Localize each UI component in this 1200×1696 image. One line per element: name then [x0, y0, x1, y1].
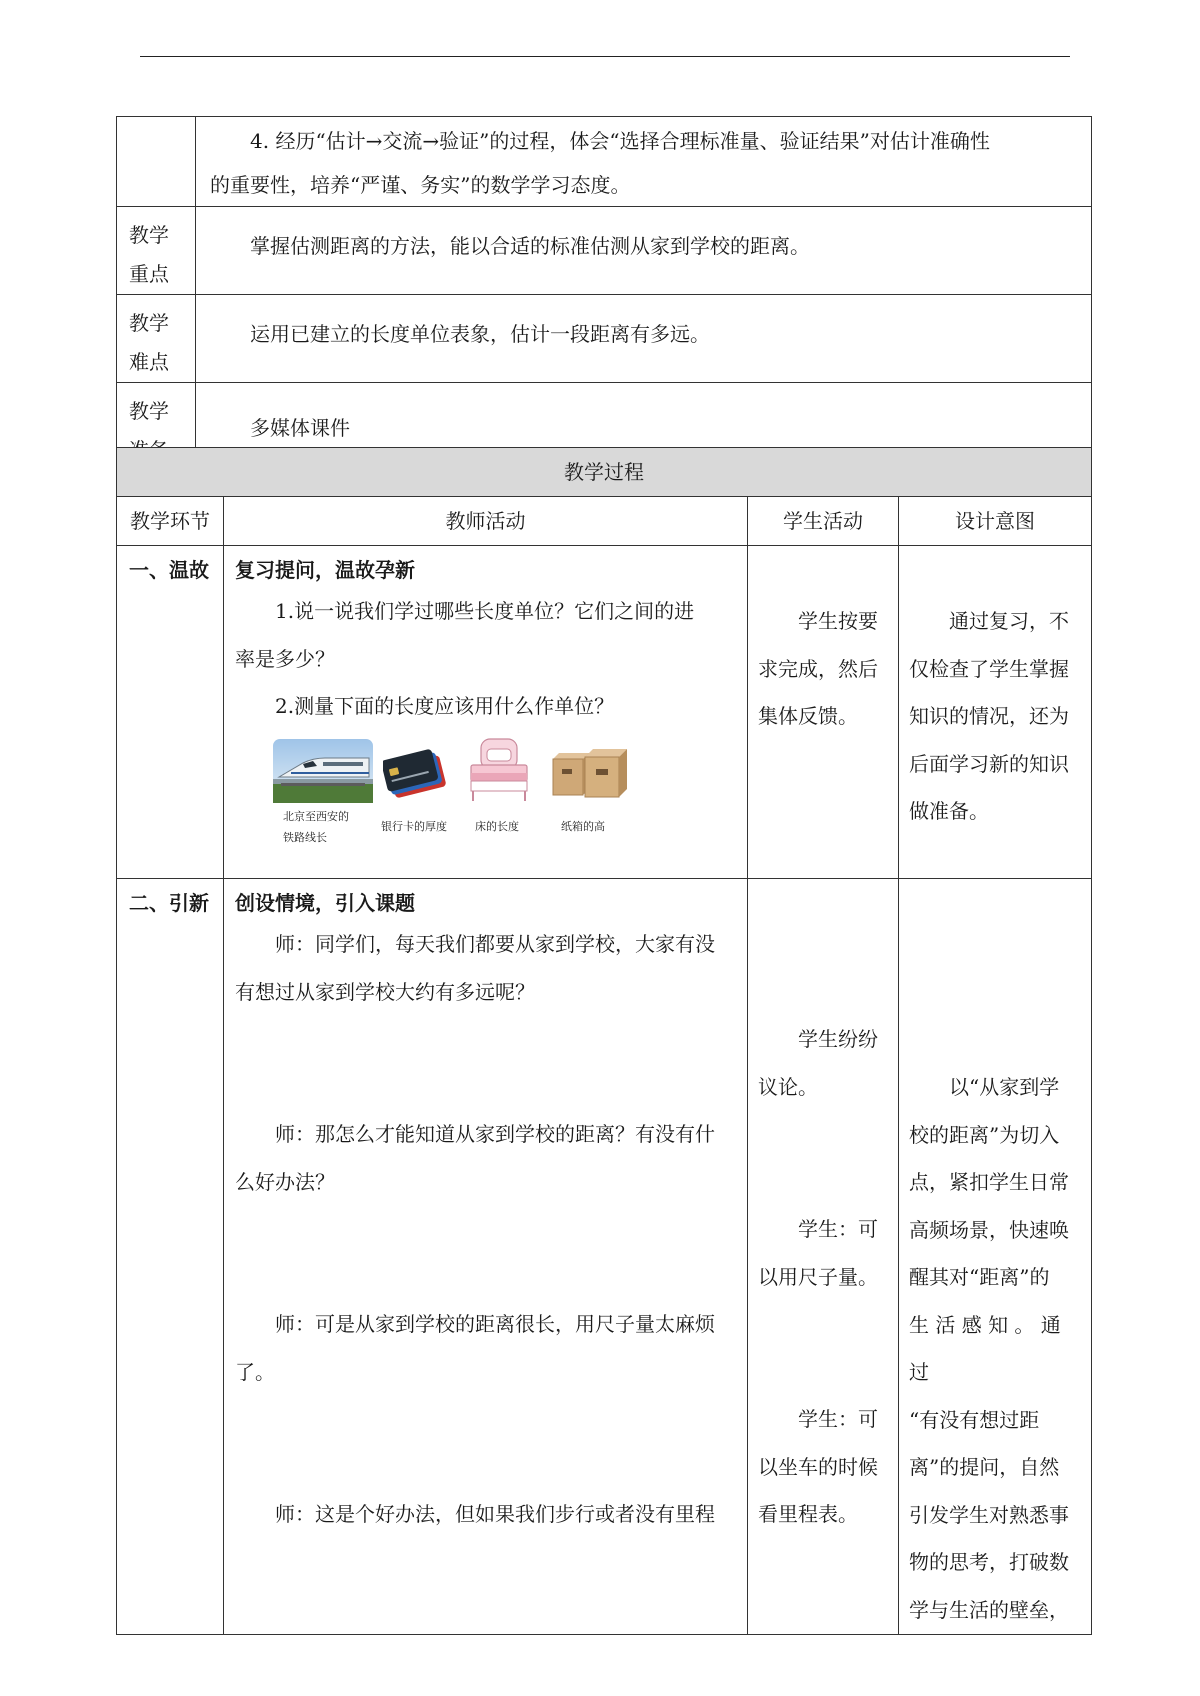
review-q1-line1: 1.说一说我们学过哪些长度单位？它们之间的进 — [275, 599, 695, 623]
student-intro-s3-line3: 看里程表。 — [758, 1502, 858, 1526]
key-point-text: 掌握估测距离的方法，能以合适的标准估测从家到学校的距离。 — [250, 234, 810, 258]
intent-intro-line4: 高频场景，快速唤 — [909, 1217, 1069, 1242]
section-review-row — [117, 546, 1092, 879]
intent-intro-line9: 引发学生对熟悉事 — [909, 1502, 1069, 1527]
intent-intro-line3: 点，紧扣学生日常 — [909, 1170, 1069, 1194]
bed-picture — [467, 737, 531, 803]
student-intro-s2-line1: 学生：可 — [798, 1217, 878, 1241]
intent-review-line4: 后面学习新的知识 — [909, 751, 1069, 776]
teacher-intro-cell — [224, 879, 748, 1635]
intent-intro-line11: 学与生活的壁垒， — [909, 1597, 1069, 1622]
objective-row — [117, 117, 1092, 207]
review-title: 复习提问，温故孕新 — [235, 558, 415, 582]
intro-t1-line2: 有想过从家到学校大约有多远呢？ — [235, 979, 535, 1004]
teacher-review-cell — [224, 546, 748, 879]
key-point-label: 教学 重点 — [117, 207, 196, 295]
intent-intro-cell — [899, 879, 1092, 1635]
intro-t2-line1: 师：那怎么才能知道从家到学校的距离？有没有什 — [275, 1122, 715, 1146]
bank-card-picture — [383, 745, 449, 803]
intent-intro-line8: 离”的提问，自然 — [909, 1455, 1060, 1479]
measurement-pictures — [235, 739, 737, 861]
intro-t3-line2: 了。 — [235, 1359, 275, 1384]
objective-4-line2: 的重要性，培养“严谨、务实”的数学学习态度。 — [210, 173, 631, 197]
objective-cell — [196, 117, 1092, 207]
intent-intro-line2: 校的距离”为切入 — [909, 1122, 1060, 1147]
caption-railway-1: 北京至西安的 — [283, 809, 349, 823]
intent-intro-line7: “有没有想过距 — [909, 1407, 1040, 1432]
intent-intro-line10: 物的思考，打破数 — [909, 1550, 1069, 1574]
review-q1-line2: 率是多少？ — [235, 646, 335, 671]
intro-title: 创设情境，引入课题 — [235, 891, 415, 915]
intro-t3-line1: 师：可是从家到学校的距离很长，用尺子量太麻烦 — [275, 1312, 715, 1336]
student-intro-s2-line2: 以用尺子量。 — [758, 1264, 878, 1289]
objective-label-cell — [117, 117, 196, 207]
intro-t1-line1: 师：同学们，每天我们都要从家到学校，大家有没 — [275, 932, 715, 956]
caption-bed: 床的长度 — [475, 819, 519, 833]
preparation-label: 教学 — [117, 383, 196, 471]
student-review-line1: 学生按要 — [798, 609, 878, 633]
student-intro-cell — [748, 879, 899, 1635]
student-review-line2: 求完成，然后 — [758, 656, 878, 681]
header-intent: 设计意图 — [899, 497, 1092, 546]
intent-intro-line6: 生 活 感 知 。 通 过 — [909, 1312, 1061, 1384]
intent-intro-line5: 醒其对“距离”的 — [909, 1265, 1050, 1289]
objective-4-line1: 4. 经历“估计→交流→验证”的过程，体会“选择合理标准量、验证结果”对估计准确性 — [250, 129, 990, 153]
stage-review: 一、温故 — [117, 546, 224, 879]
caption-railway-2: 铁路线长 — [283, 830, 327, 844]
student-review-line3: 集体反馈。 — [758, 704, 858, 728]
caption-bank-card: 银行卡的厚度 — [381, 819, 447, 833]
lesson-info-table — [116, 116, 1092, 471]
process-banner: 教学过程 — [117, 448, 1092, 497]
section-intro-row — [117, 879, 1092, 1635]
header-student: 学生活动 — [748, 497, 899, 546]
student-intro-s3-line1: 学生：可 — [798, 1407, 878, 1431]
process-banner-row — [117, 448, 1092, 497]
intent-review-line1: 通过复习，不 — [949, 609, 1069, 633]
cardboard-box-picture — [549, 745, 633, 803]
intro-t4-line1: 师：这是个好办法，但如果我们步行或者没有里程 — [275, 1502, 715, 1526]
difficulty-label: 教学 难点 — [117, 295, 196, 383]
student-intro-s1-line2: 议论。 — [758, 1074, 818, 1099]
process-header-row — [117, 497, 1092, 546]
preparation-text: 多媒体课件 — [250, 416, 350, 440]
intent-review-line3: 知识的情况，还为 — [909, 704, 1069, 728]
teaching-process-table — [116, 447, 1092, 1635]
intent-intro-line1: 以“从家到学 — [949, 1075, 1060, 1099]
intro-t2-line2: 么好办法？ — [235, 1169, 335, 1194]
difficulty-text: 运用已建立的长度单位表象，估计一段距离有多远。 — [250, 322, 710, 346]
review-q2: 2.测量下面的长度应该用什么作单位？ — [275, 694, 615, 718]
student-review-cell — [748, 546, 899, 879]
stage-intro: 二、引新 — [117, 879, 224, 1635]
student-intro-s1-line1: 学生纷纷 — [798, 1027, 878, 1051]
key-point-row — [117, 207, 1092, 295]
header-stage: 教学环节 — [117, 497, 224, 546]
train-picture — [273, 739, 373, 803]
header-rule — [140, 56, 1070, 57]
intent-review-line2: 仅检查了学生掌握 — [909, 656, 1069, 681]
intent-review-line5: 做准备。 — [909, 799, 989, 823]
intent-review-cell — [899, 546, 1092, 879]
difficulty-row — [117, 295, 1092, 383]
header-teacher: 教师活动 — [224, 497, 748, 546]
caption-box: 纸箱的高 — [561, 819, 605, 833]
student-intro-s3-line2: 以坐车的时候 — [758, 1454, 878, 1479]
